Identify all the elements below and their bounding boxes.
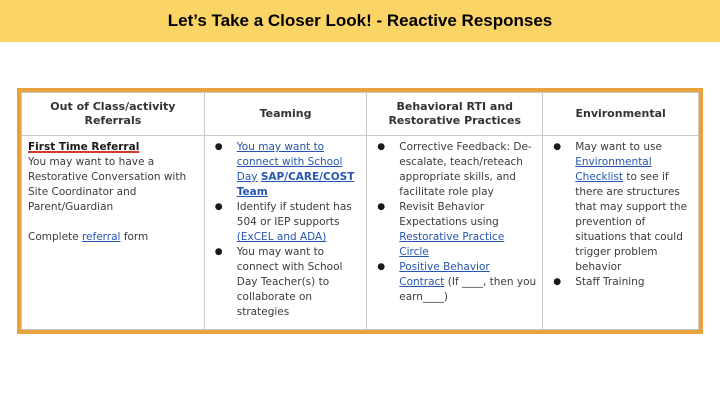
behavioral-item-3: [399, 260, 536, 305]
teaming-item-3: ● You may want to connect with School Day Teacher(s) to collaborate on strategies: [237, 245, 360, 320]
environmental-item-1-suffix: to see if there are structures that may support the prevention of situations that could trigger problem behavior: [575, 171, 688, 273]
first-time-referral-heading: First Time Referral: [28, 141, 140, 153]
referral-text: You may want to have a Restorative Conversation with Site Coordinator and Parent/Guardian: [28, 156, 187, 213]
title-bar: [0, 0, 720, 42]
cell-referrals: [22, 136, 205, 330]
teaming-list: [211, 140, 360, 320]
excel-ada-link[interactable]: (ExCEL and ADA): [236, 231, 327, 243]
teaming-item-2-text: Identify if student has 504 or IEP supports: [236, 201, 352, 228]
behavioral-item-2: [399, 200, 536, 260]
header-teaming: Teaming: [204, 93, 366, 136]
behavioral-item-1: ● Corrective Feedback: De-escalate, teach/reteach appropriate skills, and facilitate role play: [399, 140, 536, 200]
environmental-list: [549, 140, 692, 290]
behavior-contract-link[interactable]: Positive Behavior Contract: [399, 261, 490, 288]
environmental-item-1: [575, 140, 692, 275]
sap-care-cost-team-link[interactable]: SAP/CARE/COST Team: [236, 171, 355, 198]
behavioral-list: [373, 140, 536, 305]
environmental-item-1-prefix: May want to use: [575, 141, 662, 153]
complete-referral-line: [28, 230, 198, 245]
behavioral-item-2-text: Revisit Behavior Expectations using: [399, 201, 499, 228]
school-day-link[interactable]: You may want to connect with School Day: [236, 141, 343, 183]
header-referrals: Out of Class/activity Referrals: [22, 93, 205, 136]
complete-prefix: Complete: [28, 231, 82, 243]
environmental-item-2: ● Staff Training: [575, 275, 692, 290]
slide-title: Let’s Take a Closer Look! - Reactive Responses: [167, 11, 553, 30]
environmental-checklist-link[interactable]: Environmental Checklist: [575, 156, 652, 183]
header-row: [22, 93, 699, 136]
cell-teaming: [204, 136, 366, 330]
teaming-item-1: [237, 140, 360, 200]
header-behavioral-rti: Behavioral RTI and Restorative Practices: [367, 93, 543, 136]
teaming-item-2: [237, 200, 360, 245]
content-row: [22, 136, 699, 330]
responses-table: [21, 92, 699, 330]
cell-behavioral-rti: [367, 136, 543, 330]
referral-form-link[interactable]: referral: [81, 231, 121, 243]
complete-suffix: form: [120, 231, 149, 243]
restorative-circle-link[interactable]: Restorative Practice Circle: [399, 231, 505, 258]
behavioral-item-3-text: (If ____, then you earn____): [399, 276, 537, 303]
responses-table-frame: [17, 88, 703, 334]
cell-environmental: [543, 136, 699, 330]
header-environmental: Environmental: [543, 93, 699, 136]
